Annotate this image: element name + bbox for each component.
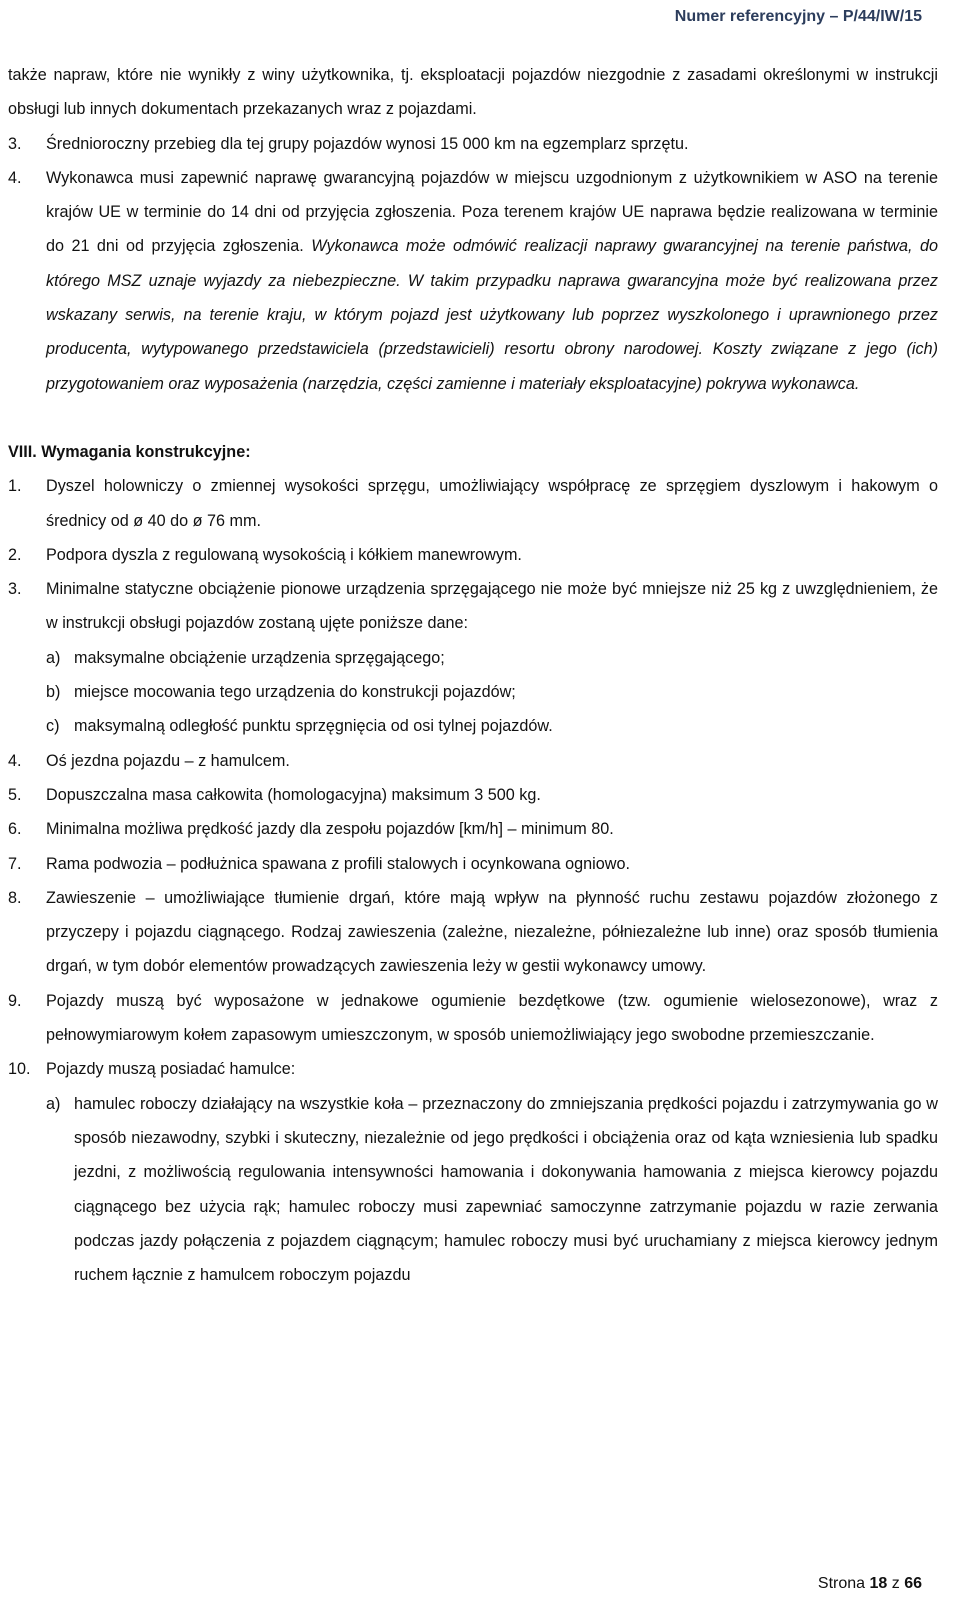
list-text-regular: Wykonawca musi zapewnić naprawę gwarancyjną pojazdów w miejscu uzgodnionym z użytkownikiem w ASO na terenie krajów UE w terminie do 14 dni od przyjęcia zgłoszenia. Poza terenem krajów UE naprawa będzie realizowana w terminie do 21 dni od przyjęcia zgłoszenia.	[46, 168, 938, 256]
intro-paragraph: także napraw, które nie wynikły z winy użytkownika, tj. eksploatacji pojazdów niezgodnie z zasadami określonymi w instrukcji obsługi lub innych dokumentach przekazanych wraz z pojazdami.	[8, 66, 938, 119]
list-text: Dyszel holowniczy o zmiennej wysokości sprzęgu, umożliwiający współpracę ze sprzęgiem dyszlowym i hakowym o średnicy od ø 40 do ø 76 mm.	[46, 477, 938, 530]
list-number: 2.	[8, 545, 22, 564]
list-item-4-warranty-repair	[8, 161, 938, 401]
sub-list-text: maksymalną odległość punktu sprzęgnięcia od osi tylnej pojazdów.	[74, 717, 553, 736]
page-label: Strona	[817, 1575, 870, 1592]
list-number: 3.	[8, 134, 22, 153]
list-number: 9.	[8, 991, 22, 1010]
page-total: 66	[904, 1575, 922, 1592]
list-text: Rama podwozia – podłużnica spawana z profili stalowych i ocynkowana ogniowo.	[46, 854, 630, 873]
list-item	[8, 881, 938, 984]
page-separator: z	[887, 1575, 905, 1592]
list-item	[8, 778, 938, 812]
sub-list-item	[46, 709, 938, 743]
sub-list-item	[46, 641, 938, 675]
list-item	[8, 1052, 938, 1086]
page-footer	[818, 1575, 922, 1593]
list-text: Oś jezdna pojazdu – z hamulcem.	[46, 751, 290, 770]
sub-list-item	[46, 675, 938, 709]
list-number: 4.	[8, 751, 22, 770]
list-text-italic: Wykonawca może odmówić realizacji naprawy gwarancyjnej na terenie państwa, do którego MSZ uznaje wyjazdy za niebezpieczne. W takim przypadku naprawa gwarancyjna może być realizowana przez wskazany serwis, na terenie kraju, w którym pojazd jest użytkowany lub poprzez wyszkolonego i uprawnionego przez producenta, wytypowanego przedstawiciela (przedstawicieli) resortu obrony narodowej. Koszty związane z jego (ich) przygotowaniem oraz wyposażenia (narzędzia, części zamienne i materiały eksploatacyjne) pokrywa wykonawca.	[46, 237, 939, 393]
list-item	[8, 538, 938, 572]
sub-list-label: a)	[46, 648, 61, 667]
list-number: 1.	[8, 477, 22, 496]
document-body	[8, 58, 938, 1292]
list-item-3-mileage	[8, 127, 938, 161]
list-number: 10.	[8, 1060, 31, 1079]
sub-list-text: miejsce mocowania tego urządzenia do konstrukcji pojazdów;	[74, 683, 516, 702]
list-number: 3.	[8, 580, 22, 599]
page-number: 18	[869, 1575, 888, 1592]
list-number: 4.	[8, 168, 22, 187]
list-item	[8, 812, 938, 846]
document-reference-number: Numer referencyjny – P/44/IW/15	[674, 8, 922, 25]
sub-list-label: c)	[46, 717, 60, 736]
list-item	[8, 744, 938, 778]
section-heading: VIII. Wymagania konstrukcyjne:	[8, 442, 251, 461]
list-item	[8, 847, 938, 881]
list-item	[8, 572, 938, 641]
list-number: 6.	[8, 820, 22, 839]
list-text: Minimalne statyczne obciążenie pionowe urządzenia sprzęgającego nie może być mniejsze niż 25 kg z uwzględnieniem, że w instrukcji obsługi pojazdów zostaną ujęte poniższe dane:	[46, 580, 938, 633]
list-text	[46, 161, 938, 401]
list-text: Dopuszczalna masa całkowita (homologacyjna) maksimum 3 500 kg.	[46, 785, 541, 804]
list-text: Zawieszenie – umożliwiające tłumienie drgań, które mają wpływ na płynność ruchu zestawu pojazdów złożonego z przyczepy i pojazdu ciągnącego. Rodzaj zawieszenia (zależne, niezależne, półniezależne lub inne) oraz sposób tłumienia drgań, w tym dobór elementów prowadzących zawieszenia leży w gestii wykonawcy umowy.	[46, 888, 938, 976]
list-text: Minimalna możliwa prędkość jazdy dla zespołu pojazdów [km/h] – minimum 80.	[46, 820, 614, 839]
sub-list-label: b)	[46, 683, 61, 702]
list-text: Pojazdy muszą posiadać hamulce:	[46, 1060, 296, 1079]
list-text: Średnioroczny przebieg dla tej grupy pojazdów wynosi 15 000 km na egzemplarz sprzętu.	[46, 134, 689, 153]
list-number: 7.	[8, 854, 22, 873]
list-text: Pojazdy muszą być wyposażone w jednakowe ogumienie bezdętkowe (tzw. ogumienie wielosezonowe), wraz z pełnowymiarowym kołem zapasowym umieszczonym, w sposób uniemożliwiający jego swobodne przemieszczanie.	[46, 991, 938, 1045]
sub-list-label: a)	[46, 1094, 61, 1113]
sub-list-text: maksymalne obciążenie urządzenia sprzęgającego;	[74, 648, 445, 667]
list-item	[8, 984, 938, 1053]
list-text: Podpora dyszla z regulowaną wysokością i kółkiem manewrowym.	[46, 545, 522, 564]
list-number: 8.	[8, 888, 22, 907]
sub-list-item	[46, 1087, 938, 1293]
list-number: 5.	[8, 785, 22, 804]
sub-list-text: hamulec roboczy działający na wszystkie koła – przeznaczony do zmniejszania prędkości pojazdu i zatrzymywania go w sposób niezawodny, szybki i skuteczny, niezależnie od jego prędkości i obciążenia oraz od kąta wzniesienia lub spadku jezdni, z możliwością regulowania intensywności hamowania i dokonywania hamowania z miejsca kierowcy pojazdu ciągnącego bez użycia rąk; hamulec roboczy musi zapewniać samoczynne zatrzymanie pojazdu w razie zerwania podczas jazdy połączenia z pojazdem ciągnącym; hamulec roboczy musi być uruchamiany z miejsca kierowcy jednym ruchem łącznie z hamulcem roboczym pojazdu	[74, 1094, 938, 1285]
list-item	[8, 469, 938, 538]
